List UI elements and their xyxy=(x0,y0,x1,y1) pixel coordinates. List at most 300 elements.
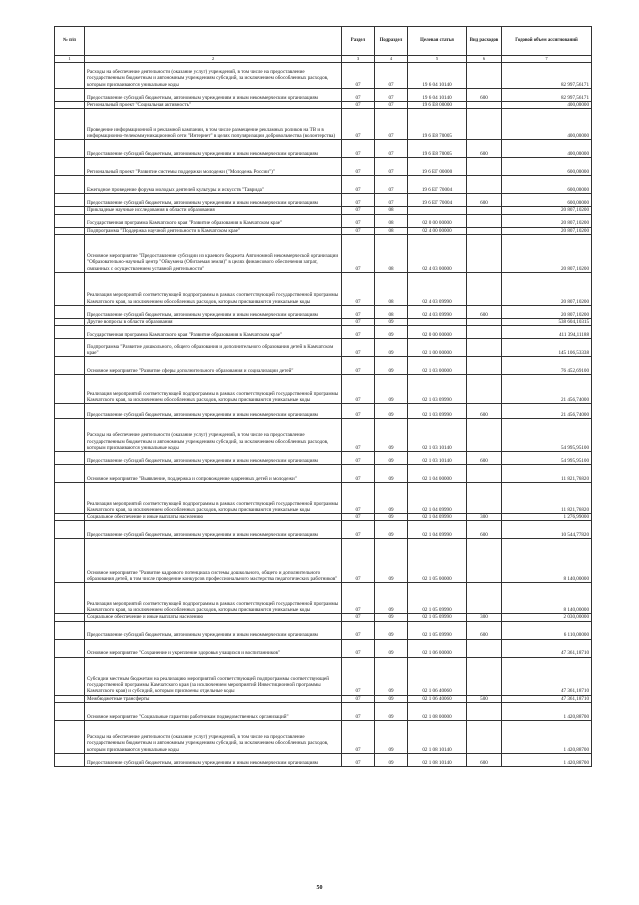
target-article-cell: 19 6 EГ 70004 xyxy=(408,194,467,207)
column-number: 2 xyxy=(85,56,342,63)
expense-type-cell: 500 xyxy=(467,695,502,702)
column-number: 4 xyxy=(375,56,408,63)
target-article-cell: 02 0 00 00000 xyxy=(408,214,467,227)
header-target-article: Целевая статья xyxy=(408,27,467,56)
table-row xyxy=(55,214,592,227)
amount-cell: 600,00000 xyxy=(502,176,592,194)
podrazdel-cell: 07 xyxy=(375,109,408,140)
amount-cell: 82 997,56171 xyxy=(502,63,592,89)
table-row xyxy=(55,227,592,234)
table-row xyxy=(55,89,592,102)
razdel-cell: 07 xyxy=(342,639,375,657)
amount-cell: 600,00000 xyxy=(502,158,592,176)
expense-name-cell: Основное мероприятие "Развитие кадрового потенциала системы дошкольного, общего и дополнительного образования детей, в том числе проведение конкурсов профессионального мастерства педагогических работников" xyxy=(85,539,342,583)
expense-type-cell xyxy=(467,539,502,583)
table-row xyxy=(55,63,592,89)
target-article-cell: 02 1 00 00000 xyxy=(408,339,467,357)
podrazdel-cell: 09 xyxy=(375,514,408,521)
expense-type-cell xyxy=(467,419,502,452)
amount-cell: 2 030,00000 xyxy=(502,614,592,621)
document-sheet xyxy=(54,26,591,767)
expense-type-cell xyxy=(467,109,502,140)
table-row xyxy=(55,583,592,614)
expense-name-cell: Ежегодное проведение форума молодых деятелей культуры и искусств "Таврида" xyxy=(85,176,342,194)
expense-type-cell xyxy=(467,214,502,227)
podrazdel-cell: 09 xyxy=(375,452,408,465)
razdel-cell: 07 xyxy=(342,452,375,465)
amount-cell: 411 394,11188 xyxy=(502,326,592,339)
target-article-cell: 02 1 05 00000 xyxy=(408,539,467,583)
amount-cell: 54 995,95100 xyxy=(502,452,592,465)
expense-type-cell xyxy=(467,234,502,272)
expense-type-cell xyxy=(467,703,502,721)
target-article-cell: 02 4 03 09990 xyxy=(408,272,467,305)
num-cell xyxy=(55,305,85,318)
expense-name-cell: Расходы на обеспечение деятельности (оказание услуг) учреждений, в том числе на предоставление государственным бюджетным и автономным учреждениям субсидий, за исключением обособленных расходов, которым присваиваются уникальные коды xyxy=(85,419,342,452)
podrazdel-cell: 09 xyxy=(375,583,408,614)
razdel-cell: 07 xyxy=(342,207,375,214)
podrazdel-cell: 08 xyxy=(375,234,408,272)
target-article-cell: 19 6 E8 70005 xyxy=(408,140,467,158)
table-row xyxy=(55,703,592,721)
razdel-cell: 07 xyxy=(342,89,375,102)
podrazdel-cell: 09 xyxy=(375,318,408,325)
num-cell xyxy=(55,318,85,325)
podrazdel-cell: 09 xyxy=(375,326,408,339)
podrazdel-cell: 09 xyxy=(375,754,408,767)
target-article-cell: 02 1 03 09990 xyxy=(408,375,467,404)
expense-type-cell xyxy=(467,158,502,176)
target-article-cell: 02 1 06 40060 xyxy=(408,695,467,702)
target-article-cell xyxy=(408,207,467,214)
expense-type-cell: 600 xyxy=(467,452,502,465)
num-cell xyxy=(55,639,85,657)
table-row xyxy=(55,207,592,214)
column-number: 7 xyxy=(502,56,592,63)
expense-name-cell: Реализация мероприятий соответствующей подпрограммы в рамках соответствующей государственной программы Камчатского края, за исключением обособленных расходов, которым присваиваются уникальные коды xyxy=(85,375,342,404)
expense-name-cell: Основное мероприятие "Развитие сферы дополнительного образования и социализации детей" xyxy=(85,357,342,375)
num-cell xyxy=(55,621,85,639)
razdel-cell: 07 xyxy=(342,102,375,109)
expense-type-cell: 600 xyxy=(467,621,502,639)
podrazdel-cell: 09 xyxy=(375,339,408,357)
num-cell xyxy=(55,721,85,754)
podrazdel-cell: 09 xyxy=(375,703,408,721)
expense-name-cell: Предоставление субсидий бюджетным, автономным учреждениям и иным некоммерческим организациям xyxy=(85,404,342,419)
num-cell xyxy=(55,754,85,767)
expense-name-cell: Расходы на обеспечение деятельности (оказание услуг) учреждений, в том числе на предоставление государственным бюджетным и автономным учреждениям субсидий, за исключением обособленных расходов, которым присваиваются уникальные коды xyxy=(85,721,342,754)
expense-name-cell: Региональный проект "Развитие системы поддержки молодежи ("Молодежь России")" xyxy=(85,158,342,176)
num-cell xyxy=(55,614,85,621)
table-row xyxy=(55,140,592,158)
table-row xyxy=(55,419,592,452)
amount-cell: 145 106,53338 xyxy=(502,339,592,357)
table-row xyxy=(55,539,592,583)
amount-cell: 1 276,99000 xyxy=(502,514,592,521)
expense-name-cell: Предоставление субсидий бюджетным, автономным учреждениям и иным некоммерческим организациям xyxy=(85,194,342,207)
header-row xyxy=(55,27,592,56)
expense-type-cell xyxy=(467,465,502,483)
amount-cell: 8 140,00000 xyxy=(502,539,592,583)
target-article-cell: 02 1 08 10140 xyxy=(408,721,467,754)
razdel-cell: 07 xyxy=(342,227,375,234)
expense-type-cell xyxy=(467,639,502,657)
target-article-cell: 02 1 06 40060 xyxy=(408,657,467,695)
table-row xyxy=(55,272,592,305)
table-row xyxy=(55,194,592,207)
podrazdel-cell: 09 xyxy=(375,483,408,514)
razdel-cell: 07 xyxy=(342,657,375,695)
expense-type-cell xyxy=(467,326,502,339)
podrazdel-cell: 07 xyxy=(375,158,408,176)
column-number: 5 xyxy=(408,56,467,63)
table-row xyxy=(55,695,592,702)
target-article-cell: 02 1 08 00000 xyxy=(408,703,467,721)
podrazdel-cell: 07 xyxy=(375,140,408,158)
expense-name-cell: Подпрограмма "Поддержка научной деятельности в Камчатском крае" xyxy=(85,227,342,234)
target-article-cell: 19 6 04 10140 xyxy=(408,63,467,89)
amount-cell: 400,00000 xyxy=(502,102,592,109)
target-article-cell: 02 1 04 09990 xyxy=(408,521,467,539)
expense-name-cell: Другие вопросы в области образования xyxy=(85,318,342,325)
razdel-cell: 07 xyxy=(342,521,375,539)
podrazdel-cell: 09 xyxy=(375,657,408,695)
amount-cell: 21 456,74000 xyxy=(502,404,592,419)
table-row xyxy=(55,102,592,109)
target-article-cell xyxy=(408,318,467,325)
target-article-cell: 02 4 03 00000 xyxy=(408,234,467,272)
expense-name-cell: Государственная программа Камчатского края "Развитие образования в Камчатском крае" xyxy=(85,214,342,227)
num-cell xyxy=(55,465,85,483)
razdel-cell: 07 xyxy=(342,234,375,272)
target-article-cell: 02 1 04 00000 xyxy=(408,465,467,483)
razdel-cell: 07 xyxy=(342,721,375,754)
header-podrazdel: Подраздел xyxy=(375,27,408,56)
expense-name-cell: Основное мероприятие "Предоставление субсидии из краевого бюджета Автономной некоммерческой организации "Образовательно-научный центр "Ойкумена (Обитаемая земля)" в целях финансового обеспечения затрат, связанных с осуществлением уставной деятельности" xyxy=(85,234,342,272)
podrazdel-cell: 09 xyxy=(375,721,408,754)
podrazdel-cell: 08 xyxy=(375,207,408,214)
column-number: 6 xyxy=(467,56,502,63)
expense-name-cell: Государственная программа Камчатского края "Развитие образования в Камчатском крае" xyxy=(85,326,342,339)
table-row xyxy=(55,109,592,140)
razdel-cell: 07 xyxy=(342,140,375,158)
amount-cell: 1 420,88700 xyxy=(502,754,592,767)
expense-type-cell: 300 xyxy=(467,614,502,621)
num-cell xyxy=(55,583,85,614)
table-row xyxy=(55,621,592,639)
amount-cell: 20 807,10200 xyxy=(502,227,592,234)
razdel-cell: 07 xyxy=(342,176,375,194)
expense-name-cell: Предоставление субсидий бюджетным, автономным учреждениям и иным некоммерческим организациям xyxy=(85,521,342,539)
razdel-cell: 07 xyxy=(342,305,375,318)
amount-cell: 11 821,76820 xyxy=(502,483,592,514)
table-row xyxy=(55,721,592,754)
expense-name-cell: Субсидии местным бюджетам на реализацию мероприятий соответствующей подпрограммы соответствующей государственной программы Камчатского края (за исключением мероприятий Инвестиционной программы Камчатского края) и субсидий, которым присвоены отдельные коды xyxy=(85,657,342,695)
table-row xyxy=(55,483,592,514)
expense-name-cell: Подпрограмма "Развитие дошкольного, общего образования и дополнительного образования детей в Камчатском крае" xyxy=(85,339,342,357)
target-article-cell: 19 6 E8 00000 xyxy=(408,102,467,109)
amount-cell: 54 995,95100 xyxy=(502,419,592,452)
expense-name-cell: Предоставление субсидий бюджетным, автономным учреждениям и иным некоммерческим организациям xyxy=(85,89,342,102)
expense-type-cell xyxy=(467,375,502,404)
num-cell xyxy=(55,539,85,583)
podrazdel-cell: 09 xyxy=(375,465,408,483)
razdel-cell: 07 xyxy=(342,357,375,375)
page-number: 50 xyxy=(316,885,323,891)
target-article-cell: 02 1 03 00000 xyxy=(408,357,467,375)
table-row xyxy=(55,521,592,539)
amount-cell: 20 807,10200 xyxy=(502,305,592,318)
target-article-cell: 19 6 04 10140 xyxy=(408,89,467,102)
amount-cell: 20 807,10200 xyxy=(502,234,592,272)
razdel-cell: 07 xyxy=(342,272,375,305)
expense-type-cell xyxy=(467,227,502,234)
num-cell xyxy=(55,140,85,158)
table-row xyxy=(55,176,592,194)
expense-type-cell: 600 xyxy=(467,754,502,767)
razdel-cell: 07 xyxy=(342,194,375,207)
expense-name-cell: Предоставление субсидий бюджетным, автономным учреждениям и иным некоммерческим организациям xyxy=(85,754,342,767)
expense-type-cell: 300 xyxy=(467,514,502,521)
amount-cell: 400,00000 xyxy=(502,140,592,158)
amount-cell: 21 456,74000 xyxy=(502,375,592,404)
table-row xyxy=(55,326,592,339)
num-cell xyxy=(55,207,85,214)
amount-cell: 8 140,00000 xyxy=(502,583,592,614)
podrazdel-cell: 09 xyxy=(375,621,408,639)
amount-cell: 82 997,56171 xyxy=(502,89,592,102)
num-cell xyxy=(55,272,85,305)
expense-type-cell xyxy=(467,339,502,357)
podrazdel-cell: 07 xyxy=(375,176,408,194)
razdel-cell: 07 xyxy=(342,326,375,339)
target-article-cell: 19 6 E8 70005 xyxy=(408,109,467,140)
amount-cell: 76 452,69100 xyxy=(502,357,592,375)
table-row xyxy=(55,404,592,419)
amount-cell: 20 807,10200 xyxy=(502,207,592,214)
razdel-cell: 07 xyxy=(342,318,375,325)
amount-cell: 11 821,76820 xyxy=(502,465,592,483)
razdel-cell: 07 xyxy=(342,754,375,767)
expense-name-cell: Основное мероприятие "Сохранение и укрепление здоровья учащихся и воспитанников" xyxy=(85,639,342,657)
amount-cell: 1 420,88700 xyxy=(502,721,592,754)
table-row xyxy=(55,657,592,695)
num-cell xyxy=(55,695,85,702)
target-article-cell: 02 0 00 00000 xyxy=(408,326,467,339)
razdel-cell: 07 xyxy=(342,583,375,614)
razdel-cell: 07 xyxy=(342,63,375,89)
expense-type-cell xyxy=(467,207,502,214)
expense-type-cell xyxy=(467,176,502,194)
num-cell xyxy=(55,514,85,521)
num-cell xyxy=(55,102,85,109)
header-num: № п/п xyxy=(55,27,85,56)
target-article-cell: 19 6 EГ 70004 xyxy=(408,176,467,194)
table-body xyxy=(55,63,592,767)
num-cell xyxy=(55,657,85,695)
razdel-cell: 07 xyxy=(342,214,375,227)
expense-name-cell: Реализация мероприятий соответствующей подпрограммы в рамках соответствующей государственной программы Камчатского края, за исключением обособленных расходов, которым присваиваются уникальные коды xyxy=(85,483,342,514)
razdel-cell: 07 xyxy=(342,514,375,521)
expense-name-cell: Основное мероприятие "Выявление, поддержка и сопровождение одаренных детей и молодежи" xyxy=(85,465,342,483)
column-number-row xyxy=(55,56,592,63)
razdel-cell: 07 xyxy=(342,419,375,452)
target-article-cell: 02 1 03 10140 xyxy=(408,419,467,452)
num-cell xyxy=(55,339,85,357)
podrazdel-cell: 09 xyxy=(375,404,408,419)
num-cell xyxy=(55,214,85,227)
amount-cell: 1 420,88700 xyxy=(502,703,592,721)
expense-type-cell xyxy=(467,318,502,325)
table-row xyxy=(55,465,592,483)
target-article-cell: 02 1 06 00000 xyxy=(408,639,467,657)
target-article-cell: 02 1 05 09990 xyxy=(408,614,467,621)
target-article-cell: 02 1 04 09990 xyxy=(408,514,467,521)
expense-name-cell: Социальное обеспечение и иные выплаты населению xyxy=(85,514,342,521)
razdel-cell: 07 xyxy=(342,703,375,721)
razdel-cell: 07 xyxy=(342,539,375,583)
num-cell xyxy=(55,234,85,272)
num-cell xyxy=(55,483,85,514)
num-cell xyxy=(55,357,85,375)
expense-name-cell: Предоставление субсидий бюджетным, автономным учреждениям и иным некоммерческим организациям xyxy=(85,305,342,318)
podrazdel-cell: 09 xyxy=(375,375,408,404)
razdel-cell: 07 xyxy=(342,621,375,639)
expense-name-cell: Проведение информационной и рекламной кампании, в том числе размещение рекламных роликов на ТВ и в информационно-телекоммуникационной сети "Интернет" в целях популяризации добровольчества (волонтерства) xyxy=(85,109,342,140)
expense-type-cell xyxy=(467,272,502,305)
podrazdel-cell: 07 xyxy=(375,89,408,102)
amount-cell: 20 807,10200 xyxy=(502,272,592,305)
podrazdel-cell: 08 xyxy=(375,214,408,227)
table-row xyxy=(55,305,592,318)
column-number: 1 xyxy=(55,56,85,63)
razdel-cell: 07 xyxy=(342,404,375,419)
target-article-cell: 02 1 05 09990 xyxy=(408,621,467,639)
table-row xyxy=(55,375,592,404)
target-article-cell: 02 1 08 10140 xyxy=(408,754,467,767)
expense-type-cell: 600 xyxy=(467,140,502,158)
num-cell xyxy=(55,158,85,176)
expense-name-cell: Реализация мероприятий соответствующей подпрограммы в рамках соответствующей государственной программы Камчатского края, за исключением обособленных расходов, которым присваиваются уникальные коды xyxy=(85,272,342,305)
table-row xyxy=(55,339,592,357)
num-cell xyxy=(55,703,85,721)
num-cell xyxy=(55,63,85,89)
podrazdel-cell: 09 xyxy=(375,357,408,375)
expense-type-cell: 600 xyxy=(467,521,502,539)
razdel-cell: 07 xyxy=(342,109,375,140)
expense-name-cell: Региональный проект "Социальная активность" xyxy=(85,102,342,109)
expense-type-cell xyxy=(467,357,502,375)
num-cell xyxy=(55,194,85,207)
expense-type-cell: 600 xyxy=(467,194,502,207)
table-row xyxy=(55,158,592,176)
num-cell xyxy=(55,227,85,234)
target-article-cell: 02 1 03 09990 xyxy=(408,404,467,419)
expense-type-cell: 600 xyxy=(467,89,502,102)
target-article-cell: 02 4 00 00000 xyxy=(408,227,467,234)
target-article-cell: 02 4 03 09990 xyxy=(408,305,467,318)
header-annual-amount: Годовой объем ассигнований xyxy=(502,27,592,56)
razdel-cell: 07 xyxy=(342,339,375,357)
amount-cell: 538 604,10315 xyxy=(502,318,592,325)
expense-type-cell xyxy=(467,657,502,695)
expense-type-cell xyxy=(467,583,502,614)
expense-name-cell: Реализация мероприятий соответствующей подпрограммы в рамках соответствующей государственной программы Камчатского края, за исключением обособленных расходов, которым присваиваются уникальные коды xyxy=(85,583,342,614)
num-cell xyxy=(55,89,85,102)
expense-name-cell: Социальное обеспечение и иные выплаты населению xyxy=(85,614,342,621)
podrazdel-cell: 08 xyxy=(375,305,408,318)
podrazdel-cell: 07 xyxy=(375,63,408,89)
num-cell xyxy=(55,176,85,194)
target-article-cell: 02 1 04 09990 xyxy=(408,483,467,514)
table-row xyxy=(55,318,592,325)
table-row xyxy=(55,234,592,272)
expense-name-cell: Расходы на обеспечение деятельности (оказание услуг) учреждений, в том числе на предоставление государственным бюджетным и автономным учреждениям субсидий, за исключением обособленных расходов, которым присваиваются уникальные коды xyxy=(85,63,342,89)
table-row xyxy=(55,452,592,465)
header-expense-type: Вид расходов xyxy=(467,27,502,56)
table-row xyxy=(55,514,592,521)
amount-cell: 10 544,77820 xyxy=(502,521,592,539)
num-cell xyxy=(55,375,85,404)
razdel-cell: 07 xyxy=(342,465,375,483)
podrazdel-cell: 08 xyxy=(375,272,408,305)
podrazdel-cell: 09 xyxy=(375,639,408,657)
amount-cell: 47 361,18710 xyxy=(502,639,592,657)
amount-cell: 6 110,00000 xyxy=(502,621,592,639)
expense-type-cell xyxy=(467,721,502,754)
razdel-cell: 07 xyxy=(342,158,375,176)
expense-name-cell: Основное мероприятие "Социальные гарантии работникам подведомственных организаций" xyxy=(85,703,342,721)
amount-cell: 600,00000 xyxy=(502,194,592,207)
podrazdel-cell: 09 xyxy=(375,521,408,539)
razdel-cell: 07 xyxy=(342,695,375,702)
expense-name-cell: Предоставление субсидий бюджетным, автономным учреждениям и иным некоммерческим организациям xyxy=(85,140,342,158)
budget-table xyxy=(54,26,592,767)
amount-cell: 47 361,18710 xyxy=(502,657,592,695)
table-row xyxy=(55,357,592,375)
num-cell xyxy=(55,419,85,452)
header-razdel: Раздел xyxy=(342,27,375,56)
razdel-cell: 07 xyxy=(342,483,375,514)
table-row xyxy=(55,614,592,621)
expense-type-cell xyxy=(467,483,502,514)
amount-cell: 20 807,10200 xyxy=(502,214,592,227)
target-article-cell: 19 6 EГ 00000 xyxy=(408,158,467,176)
num-cell xyxy=(55,109,85,140)
expense-name-cell: Предоставление субсидий бюджетным, автономным учреждениям и иным некоммерческим организациям xyxy=(85,621,342,639)
target-article-cell: 02 1 05 09990 xyxy=(408,583,467,614)
podrazdel-cell: 09 xyxy=(375,539,408,583)
expense-name-cell: Предоставление субсидий бюджетным, автономным учреждениям и иным некоммерческим организациям xyxy=(85,452,342,465)
podrazdel-cell: 07 xyxy=(375,194,408,207)
razdel-cell: 07 xyxy=(342,375,375,404)
podrazdel-cell: 08 xyxy=(375,227,408,234)
target-article-cell: 02 1 03 10140 xyxy=(408,452,467,465)
expense-type-cell xyxy=(467,102,502,109)
expense-name-cell: Межбюджетные трансферты xyxy=(85,695,342,702)
podrazdel-cell: 09 xyxy=(375,614,408,621)
expense-name-cell: Прикладные научные исследования в области образования xyxy=(85,207,342,214)
num-cell xyxy=(55,404,85,419)
num-cell xyxy=(55,326,85,339)
expense-type-cell: 600 xyxy=(467,404,502,419)
column-number: 3 xyxy=(342,56,375,63)
razdel-cell: 07 xyxy=(342,614,375,621)
podrazdel-cell: 07 xyxy=(375,102,408,109)
table-row xyxy=(55,754,592,767)
table-row xyxy=(55,639,592,657)
expense-type-cell: 600 xyxy=(467,305,502,318)
